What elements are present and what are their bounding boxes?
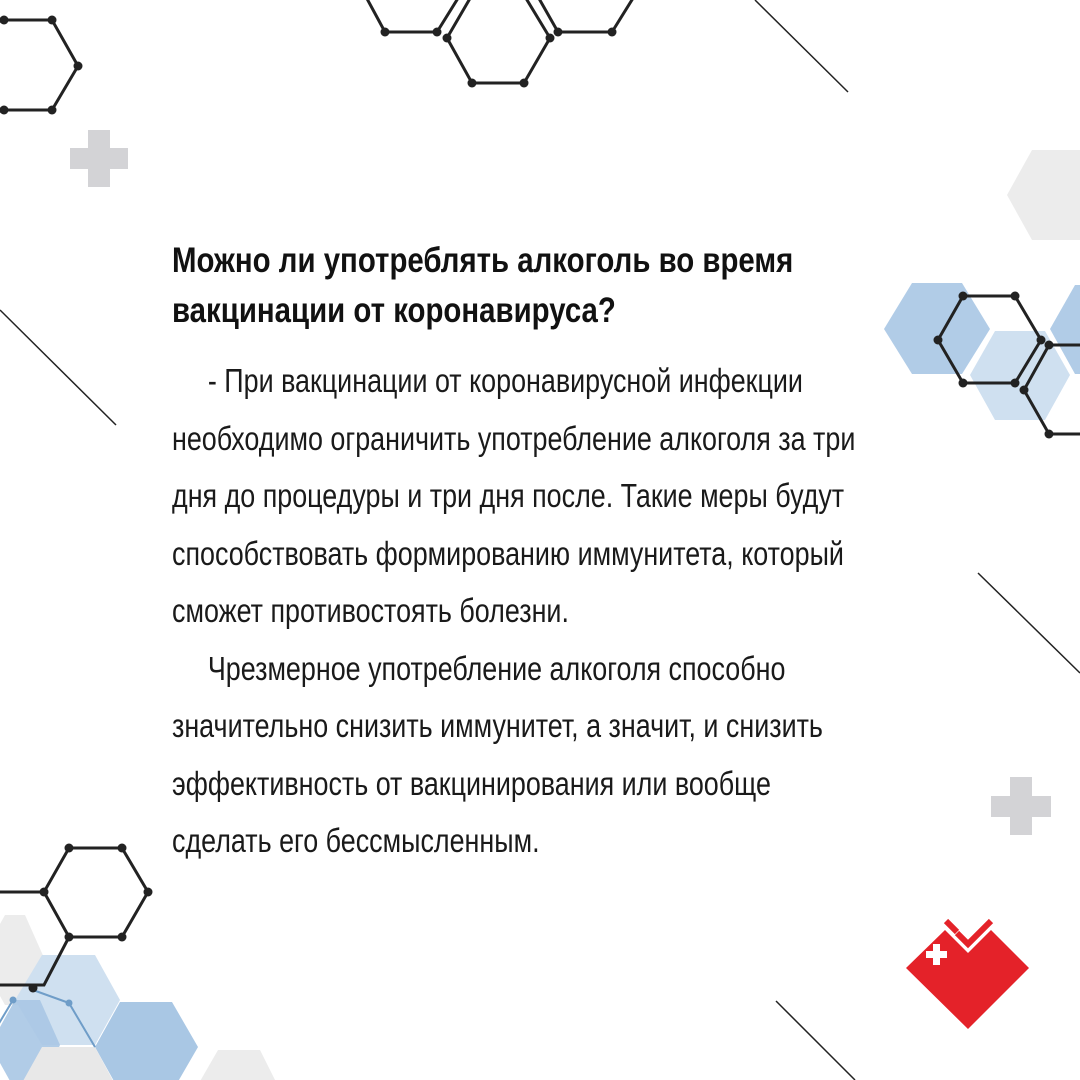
- hexagon-nodes-top: [381, 28, 617, 88]
- hexagon-cluster-top-left: [0, 16, 83, 115]
- paragraph-line: сделать его бессмысленным.: [172, 822, 540, 859]
- post-title: [172, 236, 794, 336]
- title-line: Можно ли употреблять алкоголь во время: [172, 241, 794, 280]
- paragraph-line: значительно снизить иммунитет, а значит, и снизить: [172, 707, 823, 744]
- post-body: [172, 352, 906, 870]
- paragraph-line: способствовать формированию иммунитета, который: [172, 534, 844, 572]
- paragraph-line: эффективность от вакцинирования или вообще: [172, 764, 771, 802]
- paragraph-line: необходимо ограничить употребление алкоголя за три: [172, 419, 856, 457]
- paragraph-line: Чрезмерное употребление алкоголя способно: [207, 649, 786, 687]
- hexagon-cluster-right: [884, 283, 1080, 439]
- hexagon-cluster-top: [365, 0, 635, 83]
- plus-icon: [991, 777, 1051, 835]
- hexagon-shape: [1007, 150, 1080, 240]
- paragraph-line: дня до процедуры и три дня после. Такие меры будут: [172, 477, 845, 514]
- title-line: вакцинации от коронавируса?: [172, 291, 616, 330]
- heart-logo-icon: [906, 921, 1029, 1029]
- paragraph-line: - При вакцинации от коронавирусной инфекции: [207, 362, 803, 399]
- hexagon-cluster-bottom-left: [0, 844, 280, 1080]
- plus-icon: [70, 130, 128, 187]
- paragraph-line: сможет противостоять болезни.: [172, 592, 569, 629]
